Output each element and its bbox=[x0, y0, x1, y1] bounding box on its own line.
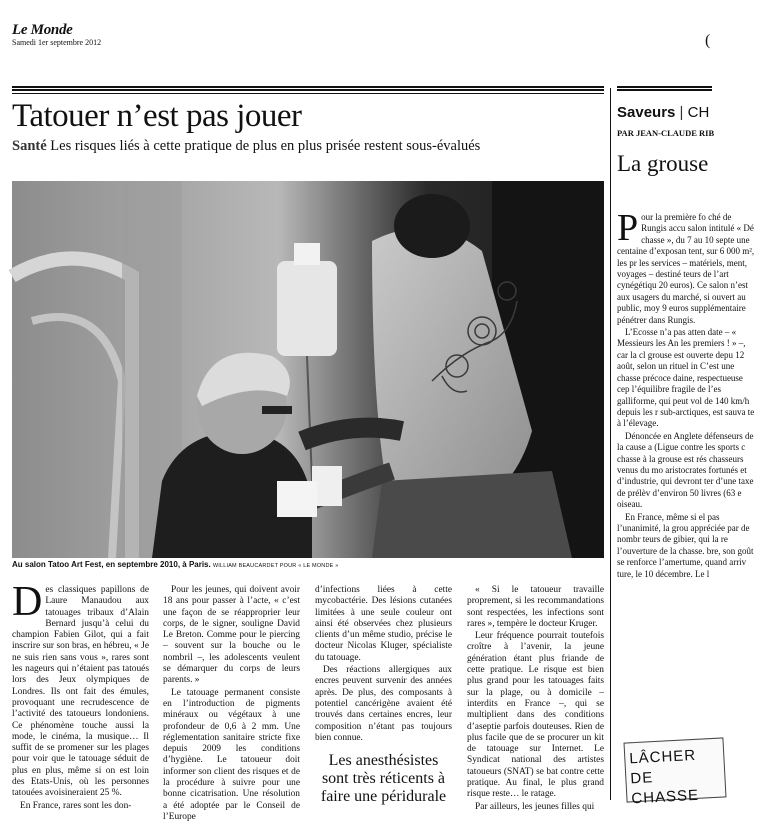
paragraph: Par ailleurs, les jeunes filles qui bbox=[475, 801, 595, 812]
photo-caption bbox=[12, 560, 339, 569]
paragraph: Des réactions allergiques aux encres peuvent survenir des années après. De plus, des composants à potentiel cancérigène avaient été trouvés dans certaines encres, leur composition n’étant pas toujours bien connue. bbox=[315, 665, 452, 743]
sidebar-body bbox=[617, 207, 757, 580]
section-next: CH bbox=[687, 104, 710, 121]
section-name: Saveurs bbox=[617, 104, 676, 121]
article-subhead: Les anesthésistes sont très réticents à faire une péridurale bbox=[320, 752, 447, 806]
article-photo bbox=[12, 181, 604, 558]
paragraph: En France, même si el pas l’unanimité, la grou appréciée par de nombr teurs de gibier, qui la re l’ouverture de la chasse. bre, son goût se renforce l’amertume, quand arriv ture, le 10 décembre. Le l bbox=[617, 511, 754, 579]
deck-text: Les risques liés à cette pratique de plus en plus prisée restent sous-évalués bbox=[50, 138, 481, 154]
sidebar-headline: La grouse bbox=[617, 151, 709, 176]
paragraph: Pour les jeunes, qui doivent avoir 18 ans pour passer à l’acte, « c’est une façon de se réapproprier leur corps, de le signer, souligne David Le Breton. Comme pour le piercing – souvent sur la bouche ou le nombril –, les adolescents veulent se démarquer du corps de leurs parents. » bbox=[163, 585, 300, 686]
paragraph: Dénoncée en Anglete défenseurs de la cause a (Ligue contre les sports c chasse à la grouse est rés chasseurs venus du mo aristocrates fortunés et d’industrie, qui devront ter d’une taxe de prélèv d’environ 50 livres (63 e oiseau. bbox=[617, 430, 754, 510]
sidebar-section-title bbox=[617, 104, 709, 121]
article-headline: Tatouer n’est pas jouer bbox=[12, 98, 302, 134]
paragraph: « Si le tatoueur travaille proprement, si les recommandations sont respectées, les infections sont rares », tempère le docteur Kruger. bbox=[467, 585, 604, 629]
sidebar-rule bbox=[617, 86, 712, 91]
page-edge-glyph: ( bbox=[705, 32, 711, 49]
photo-credit: WILLIAM BEAUCARDET POUR « LE MONDE » bbox=[212, 563, 339, 569]
paragraph: our la première fo ché de Rungis accu salon intitulé « Dé chasse », du 7 au 10 septe une centaine d’exposan tent, sur 6 000 m², les pr les services – matériels, ment, voyages – destiné teurs de l’art cynégétiqu 20 euros). Ce salon n’est aux usagers du marché, si ouvert au public, moy 9 euros supplémentaire pénétrer dans Rungis. bbox=[617, 212, 755, 325]
article-column-3 bbox=[315, 585, 452, 812]
sidebar-drop-cap: P bbox=[617, 207, 639, 249]
tattoo-scene-illustration bbox=[12, 181, 604, 558]
article-column-4 bbox=[467, 585, 604, 813]
article-column-2 bbox=[163, 585, 300, 823]
sidebar-byline: PAR JEAN-CLAUDE RIB bbox=[617, 128, 715, 138]
paragraph: L’Ecosse n’a pas atten date – « Messieurs les An les premiers ! » –, car la cl grouse est ouverte depu 12 août, selon un rituel in C’est une chasse précoce daine, respectueuse cep l’équilibre fragile de l’es galliforme, qui peut vol de 140 km/h depuis les r sub-arctiques, est sauva te à l’élevage. bbox=[617, 327, 755, 429]
headline-rule bbox=[12, 86, 604, 91]
drop-cap: D bbox=[12, 579, 43, 625]
caption-text: Au salon Tatoo Art Fest, en septembre 2010, à Paris. bbox=[12, 560, 211, 569]
paragraph: Le tatouage permanent consiste en l’introduction de pigments minéraux ou végétaux à une profondeur de 0,6 à 2 mm. Une réglementation sanitaire stricte fixe depuis 2009 les conditions d’hygiène. Le tatoueur doit informer son client des risques et de la procédure à suivre pour une bonne cicatrisation. Une résolution a été adoptée par le Conseil de l’Europe bbox=[163, 687, 300, 822]
paragraph: En France, rares sont les don- bbox=[20, 800, 132, 811]
dateline: Samedi 1er septembre 2012 bbox=[12, 38, 102, 47]
masthead-logo: Le Monde bbox=[12, 22, 73, 38]
article-deck bbox=[12, 138, 480, 155]
paragraph: Leur fréquence pourrait toutefois croître à l’avenir, la jeune génération étant plus friande de cette pratique. Le risque est bien plus grand pour les tatouages faits sur la plage, ou à domicile – interdits en France –, qui se multiplient dans des conditions d’aseptie parfois douteuses. Rien de plus facile que de se procurer un kit de tatouage sur Internet. Le Syndicat national des artistes tatoueurs (SNAT) se bat contre cette pratique. Au final, le plus grand risque reste… le ratage. bbox=[467, 631, 604, 800]
section-kicker: Santé bbox=[12, 138, 47, 154]
section-separator: | bbox=[679, 104, 684, 121]
headline-rule-thin bbox=[12, 93, 604, 94]
paragraph: d’infections liées à cette mycobactérie. Des lésions cutanées limitées à une seule couleur ont ainsi été observées chez plusieurs clients d’un même studio, précise le docteur Nicolas Kluger, spécialiste du tatouage. bbox=[315, 585, 452, 663]
chasse-sign-photo: LÂCHER DE CHASSE bbox=[623, 737, 726, 802]
article-column-1 bbox=[12, 579, 149, 812]
paragraph: es classiques papillons de Laure Manaudou aux tatouages tribaux d’Alain Bernard jusqu’à celui du champion Fabien Gilot, qui a fait inscrire sur son bras, en hébreu, « Je ne suis rien sans vous », rares sont les nageurs qui n’étaient pas tatoués lors des Jeux olympiques de Londres. Ils ont fait des émules, provoquant une recrudescence de l’activité des tatoueurs londoniens. Ce phénomène touche aussi la mode, le cinéma, la musique… Il suffit de se promener sur les plages pour voir que le tatouage séduit de plus en plus, même si on est loin des Etats-Unis, où les personnes tatouées avoisineraient 25 %. bbox=[12, 585, 149, 799]
column-divider bbox=[610, 88, 611, 800]
